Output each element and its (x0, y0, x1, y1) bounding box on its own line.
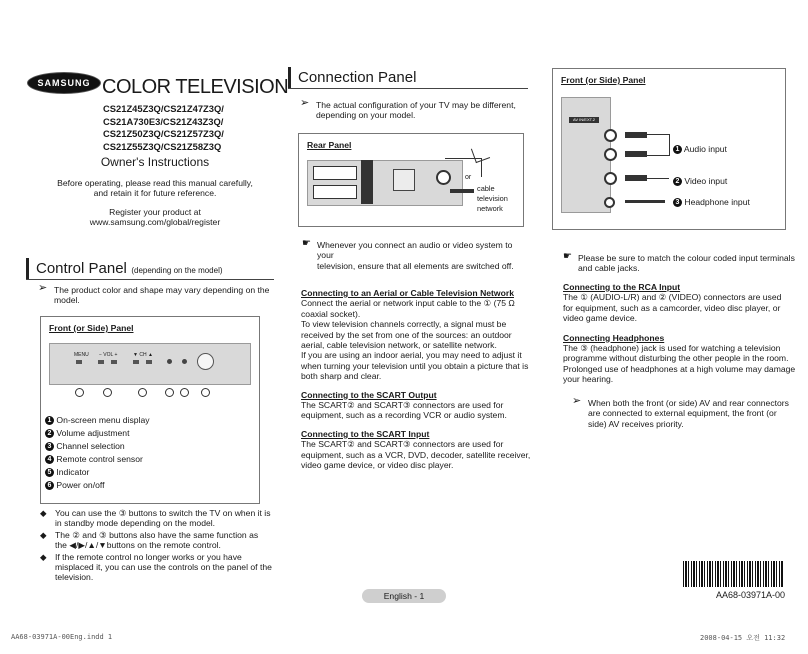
section-line: your hearing. (563, 374, 614, 385)
video-cable (647, 178, 669, 179)
power-button-icon (197, 353, 214, 370)
callout-video (673, 176, 727, 186)
scart-labels-strip (361, 160, 373, 204)
control-panel-note (38, 282, 278, 306)
note-line: side) AV receives priority. (588, 418, 684, 429)
note-line: are connected to external equipment, the front (or (588, 408, 777, 419)
number-badge: 2 (45, 429, 54, 438)
intro-text (30, 178, 280, 199)
bullet-item (38, 552, 280, 583)
rear-panel-title: Rear Panel (307, 140, 352, 150)
section-heading: Connecting to the SCART Output (301, 389, 437, 400)
section-line: The ① (AUDIO-L/R) and ② (VIDEO) connectors are used (563, 292, 782, 303)
control-panel-heading (36, 260, 223, 278)
control-list (45, 414, 150, 492)
bullet-item (38, 530, 280, 551)
number-badge: 4 (45, 455, 54, 464)
intro-line: and retain it for future reference. (93, 188, 217, 199)
footer-timestamp: 2008-04-15 오전 11:32 (700, 634, 786, 642)
control-panel-subtitle: (depending on the model) (131, 266, 223, 275)
callout-audio (673, 144, 727, 154)
model-line: CS21A730E3/CS21Z43Z3Q/ (103, 115, 224, 127)
section-scart-output (301, 390, 533, 421)
control-panel-title: Control Panel (36, 260, 127, 277)
note-arrow-icon: ➢ (572, 395, 582, 407)
headphone-plug-icon (625, 200, 665, 203)
warning-line: Whenever you connect an audio or video system to your (317, 240, 513, 261)
menu-label: MENU (74, 352, 89, 358)
callout-2-icon (103, 388, 112, 397)
list-item-text: On-screen menu display (56, 415, 150, 425)
section-line: programme without disturbing the other people in the room. (563, 353, 789, 364)
section-line: Connect the aerial or network input cable to the ① (75 Ω (301, 298, 515, 309)
section-line: equipment, such as a recording VCR or audio system. (301, 410, 507, 421)
indicator-icon (182, 359, 187, 364)
model-line: CS21Z45Z3Q/CS21Z47Z3Q/ (103, 103, 224, 114)
list-item (45, 453, 150, 466)
callout-1-icon (75, 388, 84, 397)
barcode-graphic (683, 561, 783, 587)
section-line: The SCART② and SCART③ connectors are used for (301, 400, 504, 411)
section-line: when turning your television until you obtain a picture that is (301, 360, 529, 371)
callout-text: Audio input (683, 144, 727, 154)
cable-label-line: television (477, 194, 508, 203)
callout-6-icon (201, 388, 210, 397)
section-rule (288, 88, 528, 89)
list-item-text: Power on/off (56, 480, 105, 490)
note-arrow-icon: ➢ (300, 97, 310, 109)
section-line: If you are using an indoor aerial, you may need to adjust it (301, 350, 522, 361)
intro-line: Before operating, please read this manual carefully, (57, 178, 253, 188)
warning-line: television, ensure that all elements are switched off. (317, 260, 514, 271)
section-line: The SCART② and SCART③ connectors are used for (301, 439, 504, 450)
section-marker (288, 67, 291, 89)
bullet-line: misplaced it, you can use the controls on the panel of the (55, 562, 272, 573)
list-item (45, 466, 150, 479)
section-line: equipment, such as a VCR, DVD, decoder, satellite receiver, (301, 449, 531, 460)
callout-headphone (673, 197, 750, 207)
rca-plug-icon (625, 151, 647, 157)
bullet-line: in standby mode depending on the model. (55, 518, 216, 529)
owners-instructions-heading: Owner's Instructions (100, 155, 210, 169)
list-item (45, 440, 150, 453)
front-panel-title: Front (or Side) Panel (49, 323, 134, 333)
headphone-jack-icon (604, 197, 615, 208)
pointing-hand-icon: ☛ (302, 238, 311, 249)
connection-panel-title: Connection Panel (298, 69, 417, 86)
section-heading: Connecting to the SCART Input (301, 428, 430, 439)
diamond-bullet-icon: ◆ (40, 551, 47, 562)
section-headphones (563, 333, 799, 385)
side-warning (563, 253, 798, 274)
scart-plug-icon (393, 169, 415, 191)
cable-label-line: network (477, 204, 503, 213)
bullet-line: The ② and ③ buttons also have the same function as (55, 529, 259, 540)
number-badge: 3 (45, 442, 54, 451)
scart-3-connector (313, 185, 357, 199)
av-label: AV IN/EXT.2 (569, 117, 599, 123)
video-jack-icon (604, 172, 617, 185)
ch-down-button (133, 360, 139, 364)
bullet-line: You can use the ③ buttons to switch the TV on when it is (55, 508, 271, 518)
ch-label: ▼ CH ▲ (133, 352, 153, 358)
page-number-badge: English - 1 (362, 589, 446, 603)
section-line: aerial, cable television network, or satellite network. (301, 340, 497, 351)
callout-3-icon (138, 388, 147, 397)
front-panel-illustration (49, 343, 251, 385)
note-line: The actual configuration of your TV may be different, (316, 100, 516, 110)
samsung-logo (27, 72, 101, 94)
footer-filename: AA68-03971A-00Eng.indd 1 (11, 633, 113, 641)
diamond-bullet-icon: ◆ (40, 529, 47, 540)
section-rule (26, 279, 274, 280)
section-line: coaxial socket). (301, 308, 361, 319)
bullet-line: the ◀/▶/▲/▼buttons on the remote control. (55, 540, 221, 551)
list-item-text: Remote control sensor (56, 454, 143, 464)
callout-text: Video input (684, 176, 728, 186)
rca-plug-icon (625, 132, 647, 138)
remote-sensor-icon (167, 359, 172, 364)
callout-5-icon (180, 388, 189, 397)
section-line: To view television channels correctly, a signal must be (301, 319, 507, 330)
audio-jack-r-icon (604, 148, 617, 161)
model-line: CS21Z55Z3Q/CS21Z58Z3Q (103, 140, 222, 152)
section-heading: Connecting to an Aerial or Cable Television Network (301, 288, 514, 298)
control-bullets (38, 508, 280, 583)
list-item-text: Indicator (56, 467, 90, 477)
callout-text: Headphone input (684, 197, 750, 207)
cable-network-label (477, 184, 508, 214)
scart-2-connector (313, 166, 357, 180)
model-line: CS21Z50Z3Q/CS21Z57Z3Q/ (103, 128, 224, 140)
samsung-logo-text: SAMSUNG (37, 78, 91, 88)
rca-plug-icon (625, 175, 647, 181)
bullet-line: If the remote control no longer works or you have (55, 551, 242, 562)
section-line: Prolonged use of headphones at a high volume may damage (563, 363, 796, 374)
note-line: model. (54, 295, 80, 306)
bullet-line: television. (55, 572, 94, 583)
model-list (103, 103, 224, 153)
callout-4-icon (165, 388, 174, 397)
note-line: When both the front (or side) AV and rear connectors (588, 398, 789, 408)
note-line: depending on your model. (316, 110, 416, 121)
pointing-hand-icon: ☛ (563, 251, 572, 262)
vol-label: − VOL + (99, 352, 118, 358)
list-item-text: Volume adjustment (56, 428, 130, 438)
section-heading: Connecting to the RCA Input (563, 282, 681, 292)
cable-label-line: cable (477, 184, 495, 193)
warning-line: Please be sure to match the colour coded input terminals (578, 253, 795, 263)
coax-plug-icon (450, 189, 474, 193)
section-rca (563, 282, 799, 324)
or-label: or (465, 174, 472, 181)
section-line: for equipment, such as a camcorder, video disc player, or (563, 302, 781, 313)
priority-note (572, 395, 796, 429)
section-marker (26, 258, 29, 280)
audio-cable (647, 134, 670, 156)
warning-line: and cable jacks. (578, 263, 640, 274)
section-scart-input (301, 429, 533, 471)
side-panel-box (552, 68, 786, 230)
diamond-bullet-icon: ◆ (40, 508, 47, 518)
number-badge: 5 (45, 468, 54, 477)
audio-jack-l-icon (604, 129, 617, 142)
document-title: COLOR TELEVISION (102, 76, 289, 98)
register-line: Register your product at (109, 207, 201, 217)
list-item-text: Channel selection (56, 441, 125, 451)
number-badge: 3 (673, 198, 682, 207)
list-item (45, 414, 150, 427)
section-line: The ③ (headphone) jack is used for watching a television (563, 343, 781, 354)
number-badge: 1 (45, 416, 54, 425)
section-line: video game device, or video disc player. (301, 460, 454, 471)
vol-down-button (98, 360, 104, 364)
bullet-item (38, 508, 280, 529)
side-panel-title: Front (or Side) Panel (561, 75, 646, 85)
section-heading: Connecting Headphones (563, 332, 665, 343)
menu-button (76, 360, 82, 364)
rear-panel-box (298, 133, 524, 227)
register-text (30, 207, 280, 228)
vol-up-button (111, 360, 117, 364)
number-badge: 2 (673, 177, 682, 186)
note-arrow-icon: ➢ (38, 282, 48, 294)
ch-up-button (146, 360, 152, 364)
register-url[interactable]: www.samsung.com/global/register (89, 217, 221, 228)
section-line: received by the set from one of the sources: an outdoor (301, 329, 512, 340)
section-aerial (301, 288, 533, 382)
side-sections (563, 282, 799, 385)
connection-warning (302, 240, 530, 271)
list-item (45, 427, 150, 440)
section-line: video game device. (563, 313, 638, 324)
list-item (45, 479, 150, 492)
connection-sections (301, 288, 533, 471)
connection-note (300, 97, 520, 121)
number-badge: 6 (45, 481, 54, 490)
note-line: The product color and shape may vary depending on the (54, 285, 270, 295)
number-badge: 1 (673, 145, 682, 154)
section-line: both sharp and clear. (301, 371, 382, 382)
barcode-number: AA68-03971A-00 (716, 590, 786, 600)
antenna-cable (445, 158, 482, 177)
front-panel-box (40, 316, 260, 504)
